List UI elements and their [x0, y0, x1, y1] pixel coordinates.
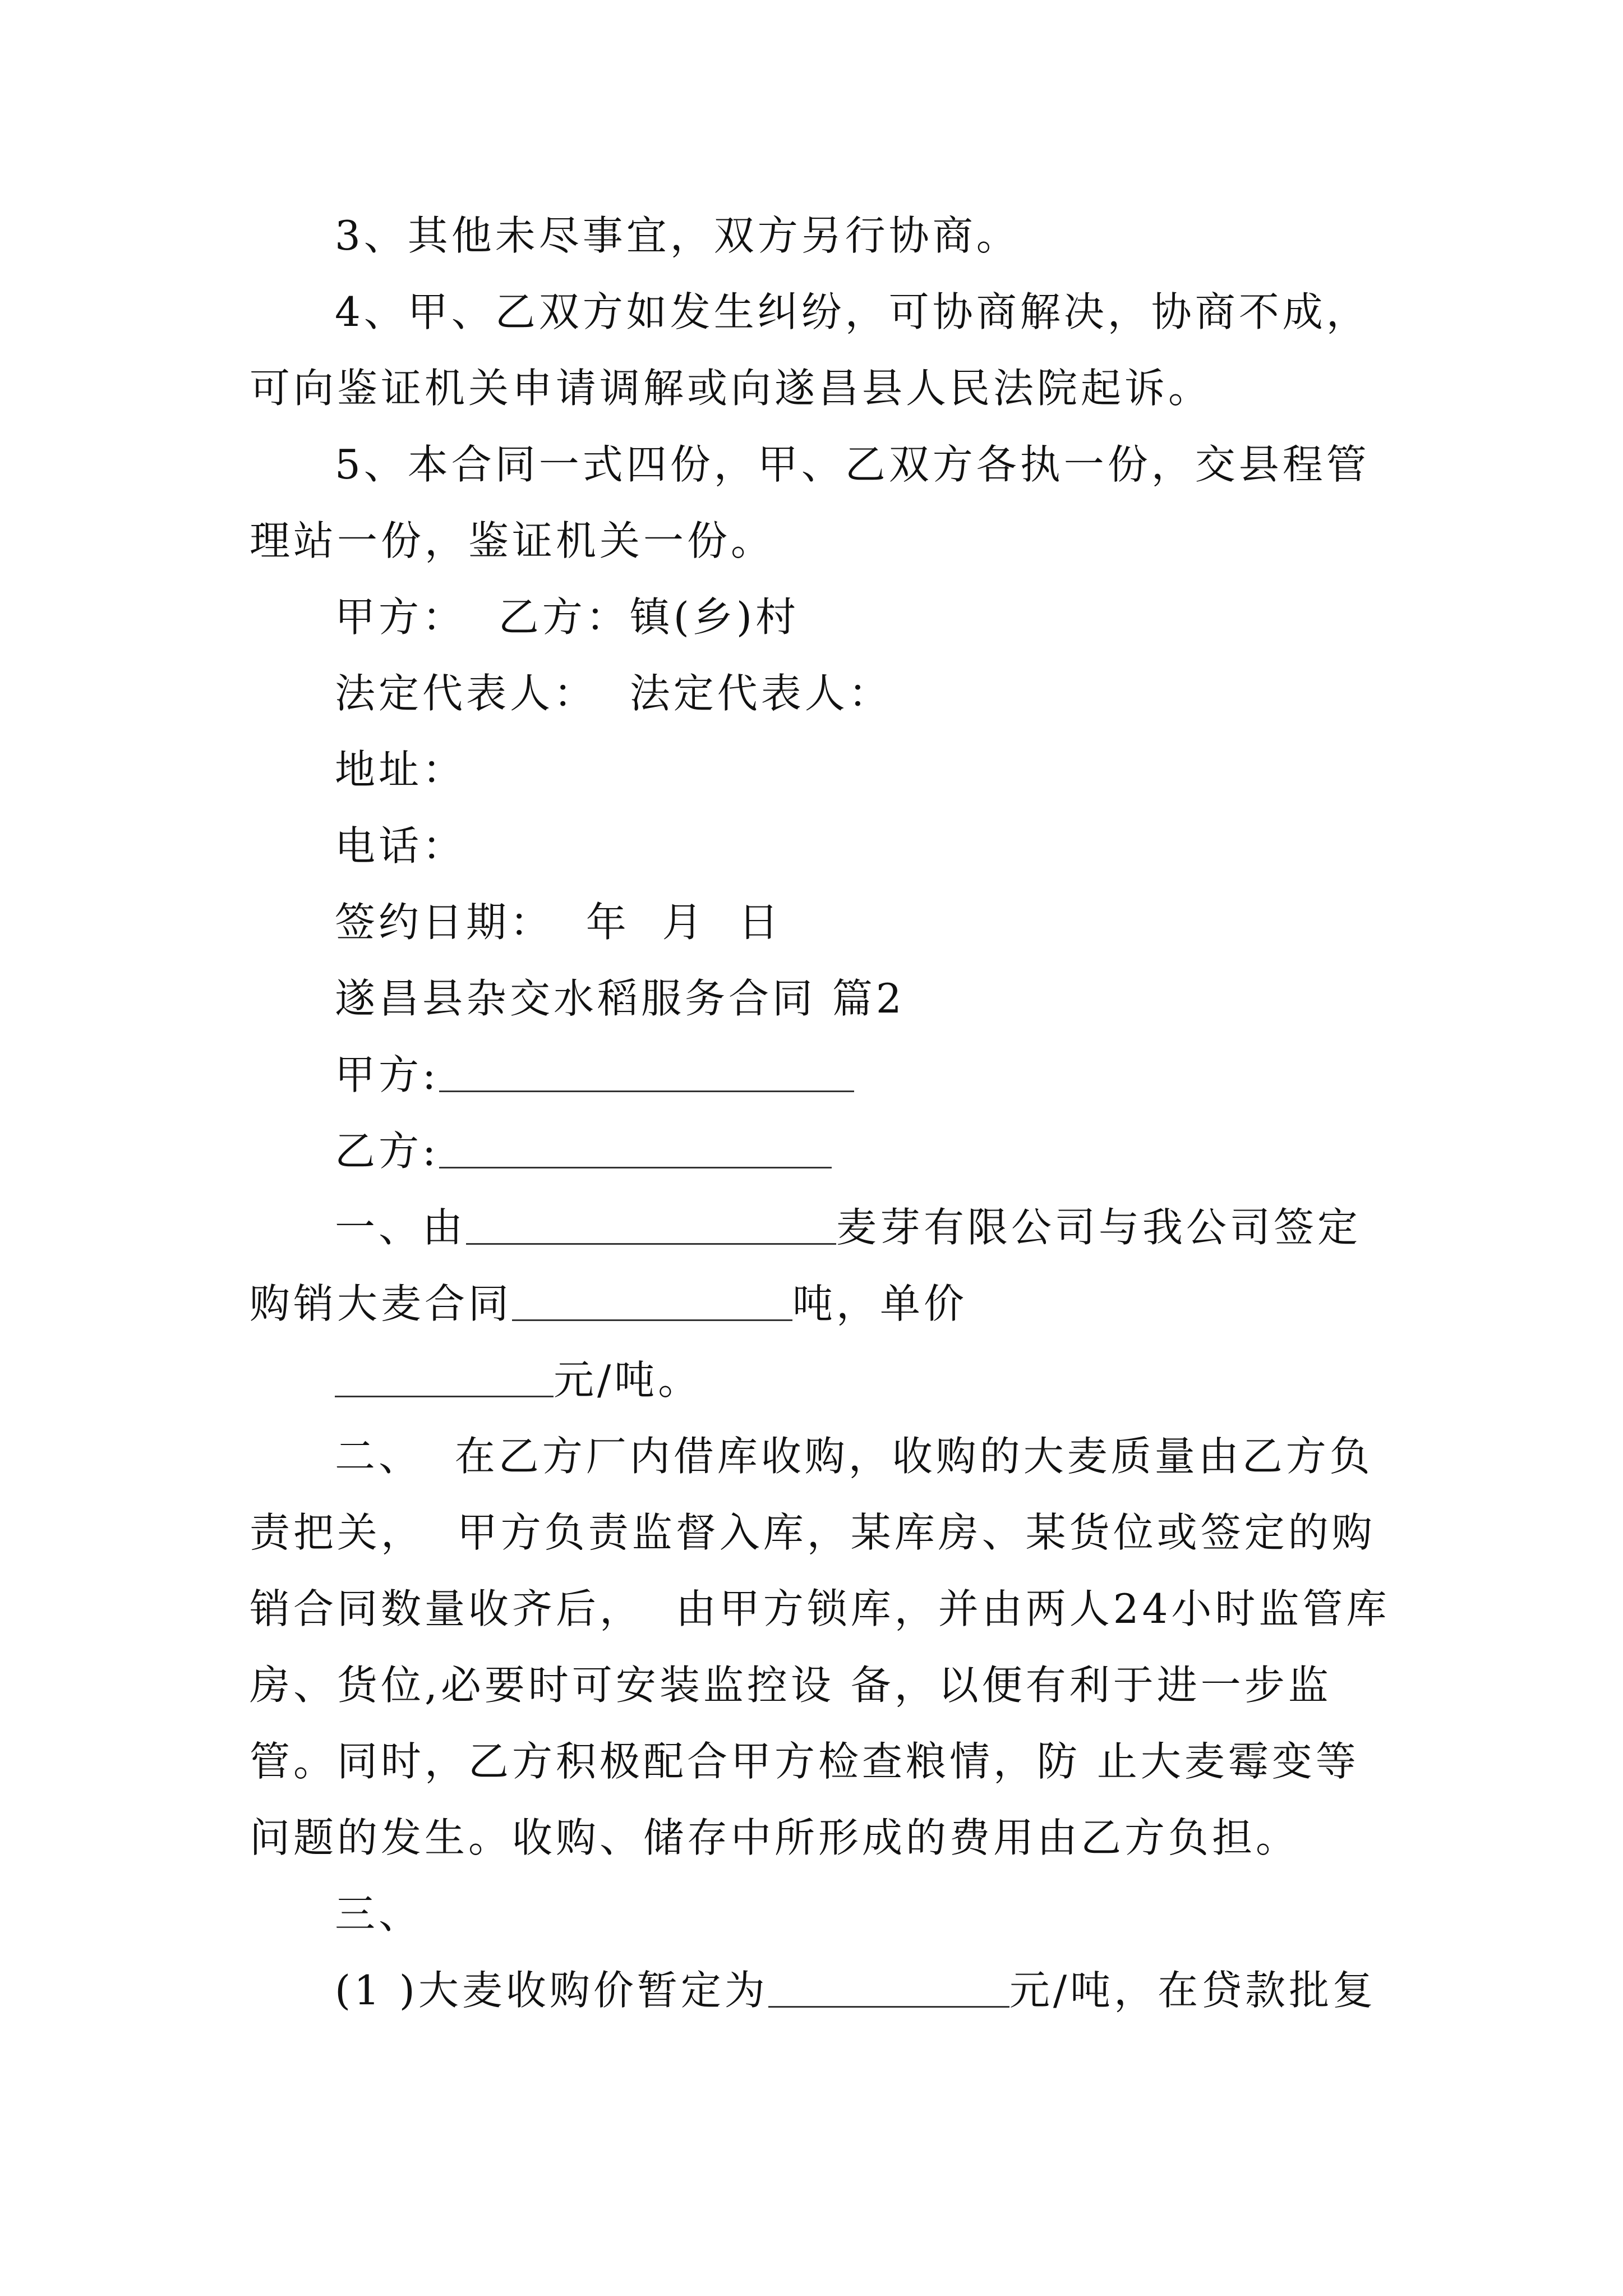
item-3-1-suffix: 元/吨，在贷款批复: [1009, 1967, 1377, 2014]
item-1: [250, 1189, 1394, 1342]
phone-line: 电话：: [335, 822, 467, 869]
document-body: [250, 197, 1394, 2028]
item-3-1-prefix: (1 )大麦收购价暂定为: [335, 1967, 768, 2014]
item-1-mid: 麦芽有限公司与我公司签定购销大麦合同: [250, 1204, 1362, 1327]
section-title: 遂昌县杂交水稻服务合同 篇2: [335, 975, 905, 1022]
item-1-unit: 元/吨。: [554, 1356, 702, 1404]
item-1-price-blank: [335, 1360, 554, 1397]
party-a-label: 甲方:: [335, 1051, 440, 1098]
item-1-quantity-blank: [512, 1283, 792, 1321]
address-line: 地址：: [335, 746, 467, 793]
item-2: 二、 在乙方厂内借库收购，收购的大麦质量由乙方负责把关， 甲方负责监督入库，某库房、某货位或签定的购销合同数量收齐后， 由甲方锁库，并由两人24小时监管库房、货位,必要时可安装监控设 备，以便有利于进一步监管。同时，乙方积极配合甲方检查粮情，防 止大麦霉变等问题的发生。收购、储存中所形成的费用由乙方负担。: [250, 1433, 1390, 1861]
item-3-1: [250, 1952, 1394, 2028]
signing-date-line: [250, 884, 1394, 960]
item-3-1-price-blank: [768, 1970, 1009, 2008]
signing-date-text: 签约日期： 年 月 日: [335, 899, 782, 946]
party-line: [250, 579, 1394, 655]
clause-5: 5、本合同一式四份，甲、乙双方各执一份，交县程管理站一份，鉴证机关一份。: [250, 441, 1370, 564]
item-3-title: 三、: [335, 1890, 423, 1938]
item-1-company-blank: [466, 1207, 836, 1245]
clause-4: 4、甲、乙双方如发生纠纷，可协商解决，协商不成，可向鉴证机关申请调解或向遂昌县人民法院起诉。: [250, 288, 1370, 412]
party-b-label: 乙方:: [335, 1128, 440, 1175]
representative-line: [250, 655, 1394, 731]
party-text: 甲方： 乙方：镇(乡)村: [335, 593, 799, 641]
item-1-suffix: 吨，单价: [792, 1280, 968, 1327]
representative-text: 法定代表人： 法定代表人：: [335, 670, 892, 717]
item-1-price-line: [250, 1342, 1394, 1418]
party-a-line: [250, 1037, 1394, 1113]
clause-3: 3、其他未尽事宜，双方另行协商。: [335, 212, 1020, 259]
item-1-prefix: 一、由: [335, 1204, 467, 1251]
party-b-blank: [439, 1131, 832, 1168]
party-a-blank: [439, 1055, 854, 1092]
party-b-line: [250, 1113, 1394, 1189]
